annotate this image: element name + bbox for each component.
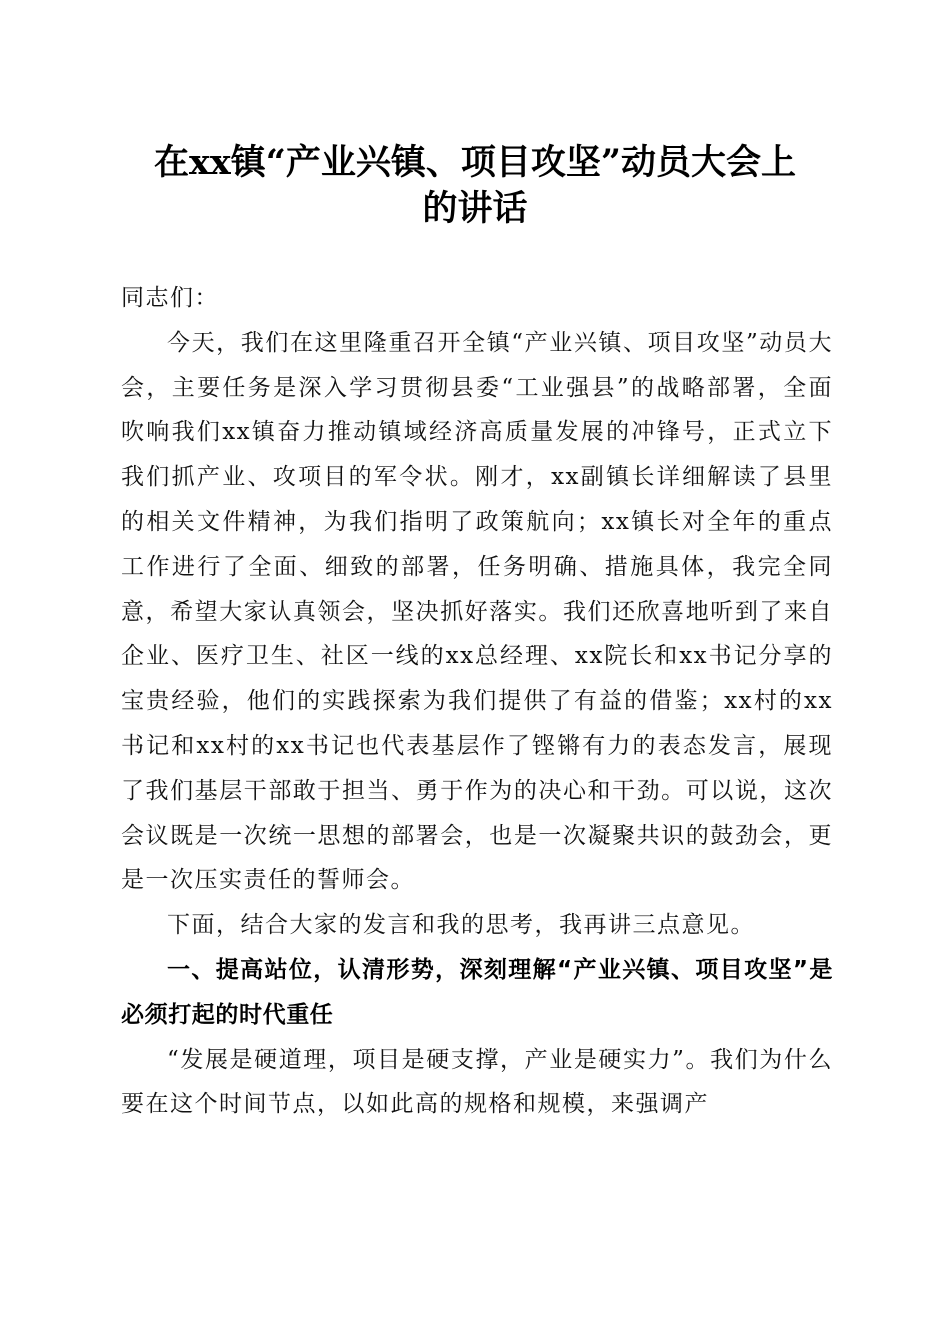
section-heading-1: 一、提高站位，认清形势，深刻理解“产业兴镇、项目攻坚”是必须打起的时代重任 bbox=[121, 956, 833, 1028]
paragraph-opening: 今天，我们在这里隆重召开全镇“产业兴镇、项目攻坚”动员大会，主要任务是深入学习贯彻县委“工业强县”的战略部署，全面吹响我们xx镇奋力推动镇域经济高质量发展的冲锋号，正式立下我们抓产业、攻项目的军令状。刚才，xx副镇长详细解读了县里的相关文件精神，为我们指明了政策航向；xx镇长对全年的重点工作进行了全面、细致的部署，任务明确、措施具体，我完全同意，希望大家认真领会，坚决抓好落实。我们还欣喜地听到了来自企业、医疗卫生、社区一线的xx总经理、xx院长和xx书记分享的宝贵经验，他们的实践探索为我们提供了有益的借鉴；xx村的xx书记和xx村的xx书记也代表基层作了铿锵有力的表态发言，展现了我们基层干部敢于担当、勇于作为的决心和干劲。可以说，这次会议既是一次统一思想的部署会，也是一次凝聚共识的鼓劲会，更是一次压实责任的誓师会。 bbox=[121, 329, 833, 894]
document-title-line-1: 在xx镇“产业兴镇、项目攻坚”动员大会上 bbox=[154, 142, 796, 183]
document-title-line-2: 的讲话 bbox=[422, 188, 528, 229]
paragraph-transition: 下面，结合大家的发言和我的思考，我再讲三点意见。 bbox=[167, 912, 755, 939]
document-title bbox=[100, 140, 850, 232]
document-body bbox=[121, 276, 833, 1127]
salutation: 同志们： bbox=[121, 285, 219, 311]
section-1-paragraph: “发展是硬道理，项目是硬支撑，产业是硬实力”。我们为什么要在这个时间节点，以如此高的规格和规模，来强调产 bbox=[121, 1046, 833, 1118]
